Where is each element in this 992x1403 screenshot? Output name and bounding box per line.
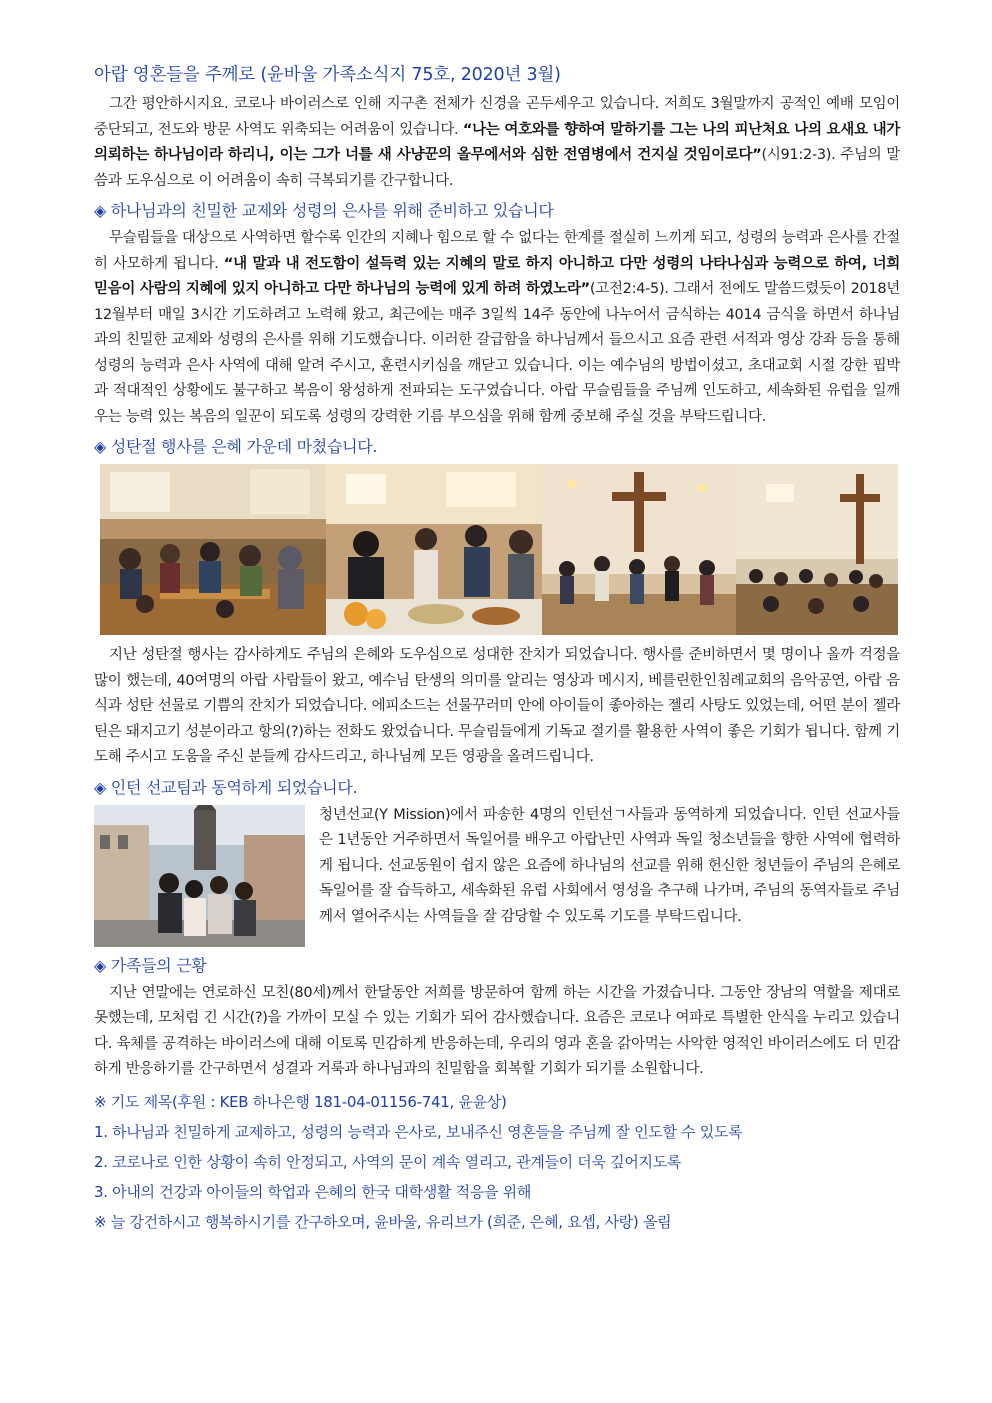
fellowship-paragraph (94, 226, 900, 430)
christmas-photo-strip (100, 464, 898, 635)
intro-text-1: 그간 평안하시지요. 코로나 바이러스로 인해 지구촌 전체가 신경을 곤두세우고 있습니다. 저희도 3월말까지 공적인 예배 모임이 중단되고, 전도와 방문 사역도 위축되는 어려움이 있습니다. (94, 96, 900, 138)
section-heading-interns: ◈ 인턴 선교팀과 동역하게 되었습니다. (94, 777, 358, 797)
interns-block (94, 803, 900, 949)
fellowship-text-2: (고전2:4-5). 그래서 전에도 말씀드렸듯이 2018년 12월부터 매일 3시간 기도하려고 노력해 왔고, 최근에는 매주 3일씩 14주 동안에 나누어서 금식하는 4014 금식을 하면서 하나님과의 친밀한 교제와 성령의 은사를 위해 기도했습니다. 이러한 갈급함을 하나님께서 들으시고 요즘 관련 서적과 영상 강좌 등을 통해 성령의 능력과 은사 사역에 대해 알려 주시고, 훈련시키심을 깨닫고 있습니다. 이는 예수님의 방법이셨고, 초대교회 시절 강한 핍박과 적대적인 상황에도 불구하고 복음이 왕성하게 전파되는 도구였습니다. 아랍 무슬림들을 주님께 인도하고, 세속화된 유럽을 일깨우는 능력 있는 복음의 일꾼이 되도록 성령의 강력한 기름 부으심을 위해 함께 중보해 주실 것을 부탁드립니다. (94, 281, 900, 425)
interns-paragraph: 청년선교(Y Mission)에서 파송한 4명의 인턴선ㄱ사들과 동역하게 되었습니다. 인턴 선교사들은 1년동안 거주하면서 독일어를 배우고 아랍난민 사역과 독일 청소년들을 향한 사역에 협력하게 됩니다. 선교동원이 쉽지 않은 요즘에 하나님의 선교를 위해 헌신한 청년들이 주님의 은혜로 독일어를 잘 습득하고, 세속화된 유럽 사회에서 영성을 추구해 나가며, 주님의 동역자들로 주님께서 열어주시는 사역들을 잘 감당할 수 있도록 기도를 부탁드립니다. (319, 806, 900, 925)
fellowship-text-1: 무슬림들을 대상으로 사역하면 할수록 인간의 지혜나 힘으로 할 수 없다는 한계를 절실히 느끼게 되고, 성령의 능력과 은사를 간절히 사모하게 됩니다. (94, 230, 900, 272)
prayer-item-1: 1. 하나님과 친밀하게 교제하고, 성령의 능력과 은사로, 보내주신 영혼들을 주님께 잘 인도할 수 있도록 (94, 1122, 743, 1141)
prayer-item-2: 2. 코로나로 인한 상황이 속히 안정되고, 사역의 문이 계속 열리고, 관계들이 더욱 깊어지도록 (94, 1152, 682, 1171)
newsletter-page (94, 62, 900, 1237)
section-heading-christmas: ◈ 성탄절 행사를 은혜 가운데 마쳤습니다. (94, 437, 378, 456)
section-heading-family: ◈ 가족들의 근황 (94, 955, 207, 975)
intro-scripture-quote: “나는 여호와를 향하여 말하기를 그는 나의 피난처요 나의 요새요 내가 의뢰하는 하나님이라 하리니, 이는 그가 너를 새 사냥꾼의 올무에서와 심한 전염병에서 건지실 것임이로다” (94, 121, 900, 163)
christmas-photo-buffet (326, 464, 542, 635)
prayer-header: ※ 기도 제목(후원 : KEB 하나은행 181-04-01156-741, 윤윤상) (94, 1092, 507, 1111)
newsletter-title: 아랍 영혼들을 주께로 (윤바울 가족소식지 75호, 2020년 3월) (94, 65, 561, 85)
family-paragraph: 지난 연말에는 연로하신 모친(80세)께서 한달동안 저희를 방문하여 함께 하는 시간을 가졌습니다. 그동안 장남의 역할을 제대로 못했는데, 모처럼 긴 시간(?)을 가까이 모실 수 있는 기회가 되어 감사했습니다. 요즘은 코로나 여파로 특별한 안식을 누리고 있습니다. 육체를 공격하는 바이러스에 대해 이토록 민감하게 반응하는데, 우리의 영과 혼을 갉아먹는 사악한 영적인 바이러스에도 더 민감하게 반응하기를 간구하면서 성결과 거룩과 하나님과의 친밀함을 회복할 기회가 되기를 소원합니다. (94, 984, 900, 1077)
christmas-photo-chapel (736, 464, 898, 635)
section-heading-fellowship: ◈ 하나님과의 친밀한 교제와 성령의 은사를 위해 준비하고 있습니다 (94, 201, 554, 220)
intro-text-2: (시91:2-3). 주님의 말씀과 도우심으로 이 어려움이 속히 극복되기를 간구합니다. (94, 147, 900, 189)
fellowship-scripture-quote: “내 말과 내 전도함이 설득력 있는 지혜의 말로 하지 아니하고 다만 성령의 나타나심과 능력으로 하여, 너희 믿음이 사람의 지혜에 있지 아니하고 다만 하나님의 능력에 있게 하려 하였노라” (94, 255, 900, 297)
christmas-photo-dance (542, 464, 736, 635)
prayer-item-3: 3. 아내의 건강과 아이들의 학업과 은혜의 한국 대학생활 적응을 위해 (94, 1182, 532, 1201)
intern-team-photo (94, 805, 305, 947)
christmas-photo-dining-hall (100, 464, 326, 635)
closing-signature: ※ 늘 강건하시고 행복하시기를 간구하오며, 윤바울, 유리브가 (희준, 은혜, 요셉, 사랑) 올림 (94, 1212, 672, 1231)
intro-paragraph (94, 92, 900, 194)
christmas-paragraph: 지난 성탄절 행사는 감사하게도 주님의 은혜와 도우심으로 성대한 잔치가 되었습니다. 행사를 준비하면서 몇 명이나 올까 걱정을 많이 했는데, 40여명의 아랍 사람들이 왔고, 예수님 탄생의 의미를 알리는 영상과 메시지, 베를린한인침례교회의 음악공연, 아랍 음식과 성탄 선물로 기쁨의 잔치가 되었습니다. 에피소드는 선물꾸러미 안에 아이들이 좋아하는 젤리 사탕도 있었는데, 어떤 분이 젤라틴은 돼지고기 성분이라고 항의(?)하는 전화도 왔었습니다. 무슬림들에게 기독교 절기를 활용한 사역이 좋은 기회가 됩니다. 함께 기도해 주시고 도움을 주신 분들께 감사드리고, 하나님께 모든 영광을 올려드립니다. (94, 647, 900, 765)
